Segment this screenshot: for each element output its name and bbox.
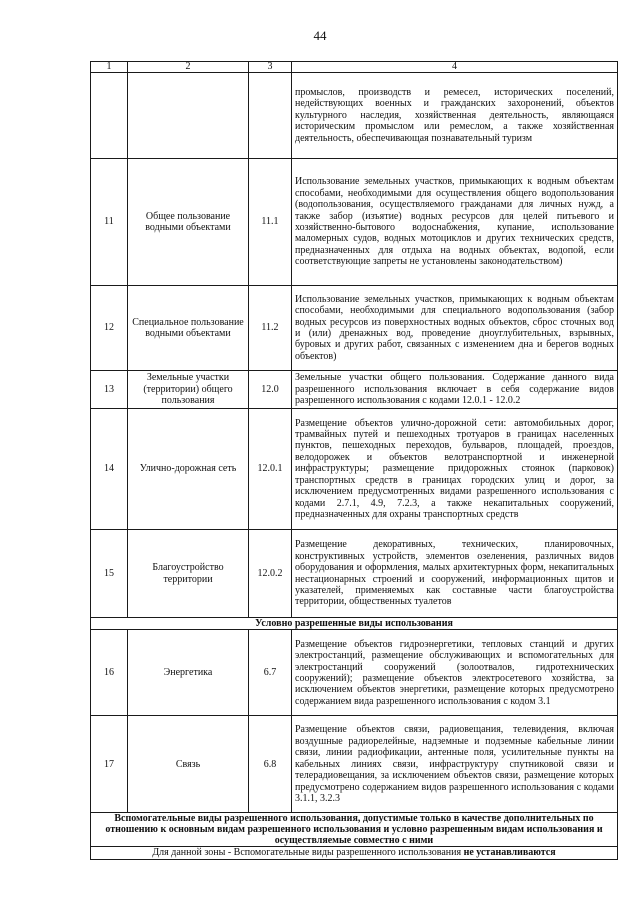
conditional-uses-heading: Условно разрешенные виды использования <box>91 618 618 630</box>
use-type-code: 12.0.2 <box>249 530 292 618</box>
row-number: 12 <box>91 286 128 371</box>
table-row <box>91 630 618 716</box>
use-type-name: Общее пользование водными объектами <box>128 159 249 286</box>
section-heading-row <box>91 618 618 630</box>
use-type-description: Размещение объектов связи, радиовещания, телевидения, включая воздушные радиорелейные, надземные и подземные кабельные линии связи, линии радиофикации, антенные поля, усилительные пункты на кабельных линиях связи, инфраструктуру спутниковой связи и телерадиовещания, за исключением объектов связи, размещение которых предусмотрено содержанием видов разрешенного использования с кодами 3.1.1, 3.2.3 <box>292 716 618 813</box>
use-type-description: промыслов, производств и ремесел, исторических поселений, недействующих военных и гражданских захоронений, объектов культурного наследия, хозяйственная деятельность, являющаяся историческим промыслом или ремеслом, а также хозяйственная деятельность, обеспечивающая познавательный туризм <box>292 73 618 159</box>
table-row <box>91 73 618 159</box>
row-number: 17 <box>91 716 128 813</box>
row-number: 11 <box>91 159 128 286</box>
row-number: 14 <box>91 409 128 530</box>
row-number: 15 <box>91 530 128 618</box>
table-header-row <box>91 62 618 73</box>
table-row <box>91 716 618 813</box>
auxiliary-uses-heading: Вспомогательные виды разрешенного использования, допустимые только в качестве дополнительных по отношению к основным видам разрешенного использования и условно разрешенным видам использования и осуществляемые совместно с ними <box>91 813 618 847</box>
use-type-name <box>128 73 249 159</box>
table-row <box>91 530 618 618</box>
table-row <box>91 159 618 286</box>
use-type-code: 12.0.1 <box>249 409 292 530</box>
header-col-1: 1 <box>91 62 128 73</box>
table-row <box>91 409 618 530</box>
use-type-code: 6.7 <box>249 630 292 716</box>
header-col-3: 3 <box>249 62 292 73</box>
page-number: 44 <box>313 28 327 43</box>
auxiliary-note-text: Для данной зоны - Вспомогательные виды разрешенного использования <box>152 847 464 859</box>
use-type-code: 11.2 <box>249 286 292 371</box>
use-type-code: 11.1 <box>249 159 292 286</box>
row-number <box>91 73 128 159</box>
use-type-name: Улично-дорожная сеть <box>128 409 249 530</box>
use-type-description: Земельные участки общего пользования. Содержание данного вида разрешенного использования включает в себя содержание видов разрешенного использования с кодами 12.0.1 - 12.0.2 <box>292 371 618 409</box>
table-row <box>91 286 618 371</box>
auxiliary-note-emphasis: не устанавливаются <box>463 847 556 859</box>
table-row <box>91 371 618 409</box>
use-type-description: Использование земельных участков, примыкающих к водным объектам способами, необходимыми для специального водопользования (забор водных ресурсов из поверхностных водных объектов, сброс сточных вод и (или) дренажных вод, проведение дноуглубительных, взрывных, буровых и других работ, связанных с изменением дна и берегов водных объектов) <box>292 286 618 371</box>
row-number: 13 <box>91 371 128 409</box>
use-type-description: Размещение объектов улично-дорожной сети: автомобильных дорог, трамвайных путей и пешеходных тротуаров в границах населенных пунктов, пешеходных переходов, бульваров, площадей, проездов, велодорожек и объектов велотранспортной и инженерной инфраструктуры; размещение придорожных стоянок (парковок) транспортных средств в границах городских улиц и дорог, за исключением предусмотренных видами разрешенного использования с кодами 2.7.1, 4.9, 7.2.3, а также некапитальных сооружений, предназначенных для охраны транспортных средств <box>292 409 618 530</box>
use-type-code: 12.0 <box>249 371 292 409</box>
use-type-name: Благоустройство территории <box>128 530 249 618</box>
use-type-code: 6.8 <box>249 716 292 813</box>
use-type-description: Размещение декоративных, технических, планировочных, конструктивных устройств, элементов озеленения, различных видов оборудования и оформления, малых архитектурных форм, некапитальных нестационарных строений и сооружений, информационных щитов и указателей, применяемых как составные части благоустройства территории, общественных туалетов <box>292 530 618 618</box>
header-col-2: 2 <box>128 62 249 73</box>
land-use-table <box>90 61 618 860</box>
section-heading-row <box>91 813 618 847</box>
header-col-4: 4 <box>292 62 618 73</box>
auxiliary-uses-note <box>91 847 618 859</box>
use-type-name: Специальное пользование водными объектами <box>128 286 249 371</box>
row-number: 16 <box>91 630 128 716</box>
use-type-code <box>249 73 292 159</box>
use-type-name: Связь <box>128 716 249 813</box>
use-type-name: Энергетика <box>128 630 249 716</box>
use-type-description: Размещение объектов гидроэнергетики, тепловых станций и других электростанций, размещение обслуживающих и вспомогательных для электростанций сооружений (золоотвалов, гидротехнических сооружений); размещение объектов электросетевого хозяйства, за исключением объектов энергетики, размещение которых предусмотрено содержанием вида разрешенного использования с кодом 3.1 <box>292 630 618 716</box>
use-type-name: Земельные участки (территории) общего пользования <box>128 371 249 409</box>
auxiliary-note-row <box>91 847 618 859</box>
use-type-description: Использование земельных участков, примыкающих к водным объектам способами, необходимыми для осуществления общего водопользования (водопользования, осуществляемого гражданами для личных нужд, а также забор (изъятие) водных ресурсов для целей питьевого и хозяйственно-бытового водоснабжения, купание, использование маломерных судов, водных мотоциклов и других технических средств, предназначенных для отдыха на водных объектах, водопой, если соответствующие запреты не установлены законодательством) <box>292 159 618 286</box>
